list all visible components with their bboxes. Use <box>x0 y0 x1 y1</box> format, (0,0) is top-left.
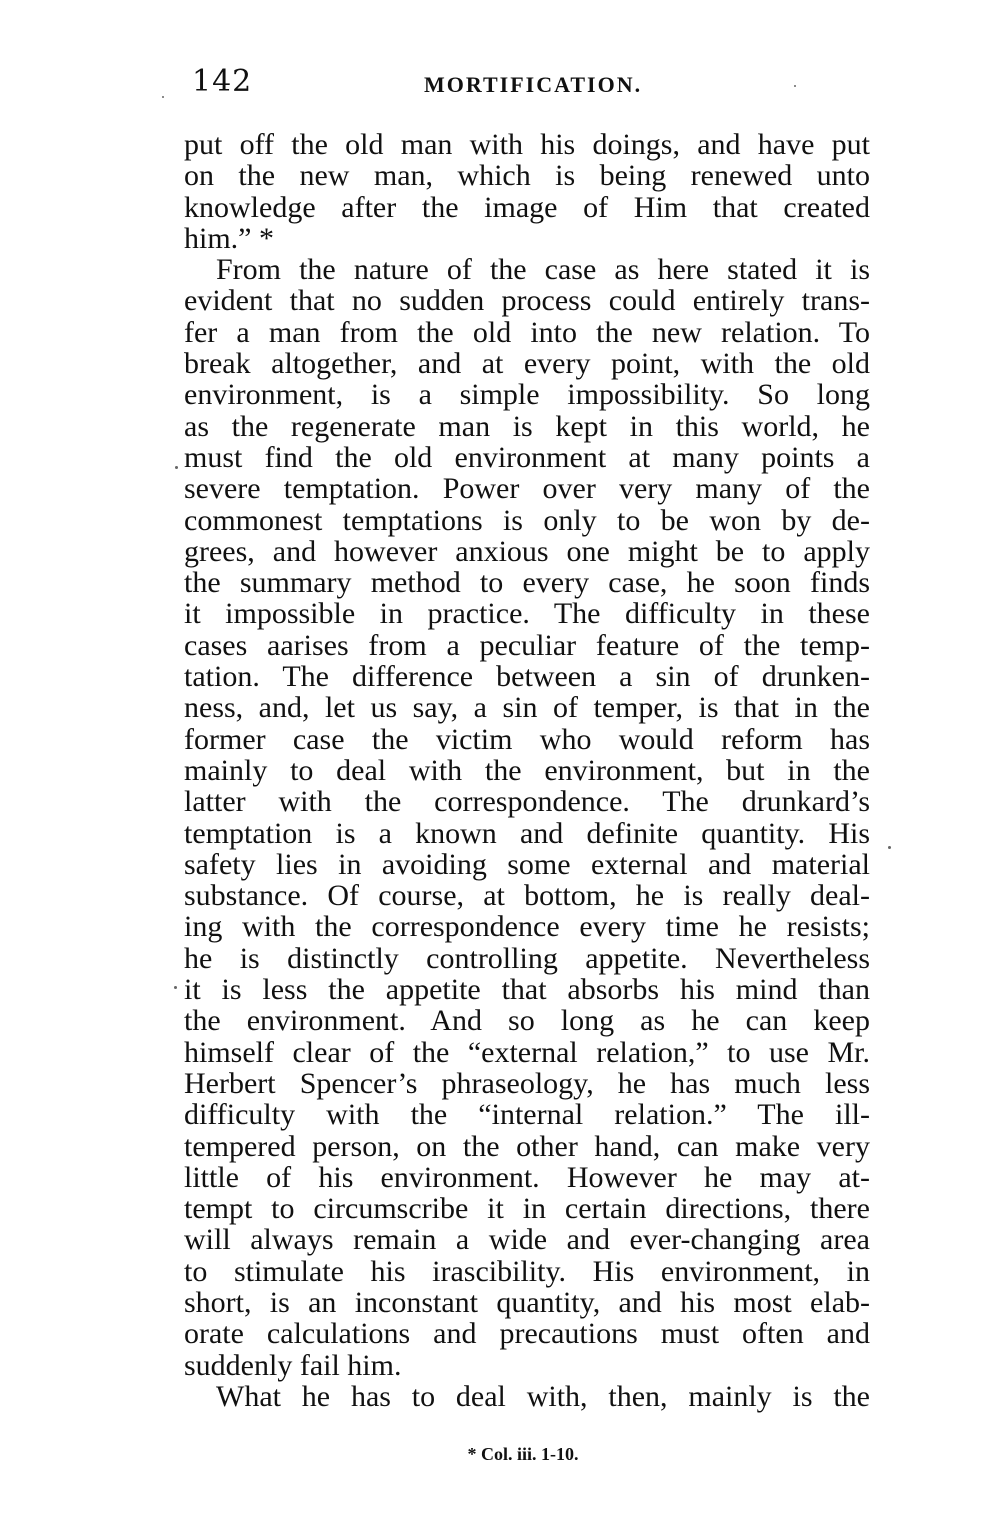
text-line: What he has to deal with, then, mainly is the <box>216 1379 870 1413</box>
text-line: will always remain a wide and ever-changing area <box>184 1223 870 1257</box>
text-line: the summary method to every case, he soon finds <box>184 566 870 600</box>
text-line: Herbert Spencer’s phraseology, he has much less <box>184 1066 870 1100</box>
text-line: commonest temptations is only to be won by de- <box>184 503 870 537</box>
page-speck <box>794 85 796 87</box>
text-line: severe temptation. Power over very many of the <box>184 472 870 506</box>
text-line: must find the old environment at many points a <box>184 440 870 474</box>
text-line: cases aarises from a peculiar feature of the temp- <box>184 628 870 662</box>
text-line: difficulty with the “internal relation.” The ill- <box>184 1098 870 1132</box>
text-line: From the nature of the case as here stated it is <box>216 253 870 287</box>
text-line: former case the victim who would reform has <box>184 722 870 756</box>
text-line: tempered person, on the other hand, can make very <box>184 1129 870 1163</box>
text-line: environment, is a simple impossibility. So long <box>184 378 870 412</box>
page-speck <box>175 466 178 469</box>
text-line: it is less the appetite that absorbs his mind than <box>184 973 870 1007</box>
text-line: as the regenerate man is kept in this world, he <box>184 409 870 443</box>
text-line: on the new man, which is being renewed unto <box>184 159 870 193</box>
text-line: latter with the correspondence. The drunkard’s <box>184 785 870 819</box>
text-line: ness, and, let us say, a sin of temper, is that in the <box>184 691 870 725</box>
page-speck <box>888 846 891 849</box>
page-speck <box>162 96 164 98</box>
text-line: evident that no sudden process could entirely trans- <box>184 284 870 318</box>
text-line: he is distinctly controlling appetite. Nevertheless <box>184 941 870 975</box>
text-line: knowledge after the image of Him that created <box>184 190 870 224</box>
running-head: MORTIFICATION. <box>424 72 643 97</box>
text-line: safety lies in avoiding some external and material <box>184 847 870 881</box>
text-line: mainly to deal with the environment, but in the <box>184 753 870 787</box>
text-line: tation. The difference between a sin of drunken- <box>184 660 870 694</box>
text-line: break altogether, and at every point, with the old <box>184 347 870 381</box>
text-line: tempt to circumscribe it in certain directions, there <box>184 1192 870 1226</box>
footnote: * Col. iii. 1-10. <box>467 1444 579 1464</box>
text-line: little of his environment. However he may at- <box>184 1160 870 1194</box>
text-line: him.” * <box>184 221 274 255</box>
text-line: substance. Of course, at bottom, he is really deal- <box>184 879 870 913</box>
text-line: orate calculations and precautions must often and <box>184 1317 870 1351</box>
body-text <box>184 129 870 1412</box>
text-line: put off the old man with his doings, and have put <box>184 128 870 161</box>
text-line: the environment. And so long as he can keep <box>184 1004 870 1038</box>
text-line: temptation is a known and definite quantity. His <box>184 816 870 850</box>
text-line: ing with the correspondence every time he resists; <box>184 910 870 944</box>
page-header <box>186 64 870 104</box>
text-line: short, is an inconstant quantity, and his most elab- <box>184 1285 870 1319</box>
page-number: 142 <box>192 64 253 99</box>
text-line: it impossible in practice. The difficulty in these <box>184 597 870 631</box>
text-line: himself clear of the “external relation,” to use Mr. <box>184 1035 870 1069</box>
text-line: fer a man from the old into the new relation. To <box>184 315 870 349</box>
text-line: to stimulate his irascibility. His environment, in <box>184 1254 870 1288</box>
text-line: grees, and however anxious one might be to apply <box>184 534 870 568</box>
text-line: suddenly fail him. <box>184 1348 402 1382</box>
page-speck <box>174 986 177 989</box>
